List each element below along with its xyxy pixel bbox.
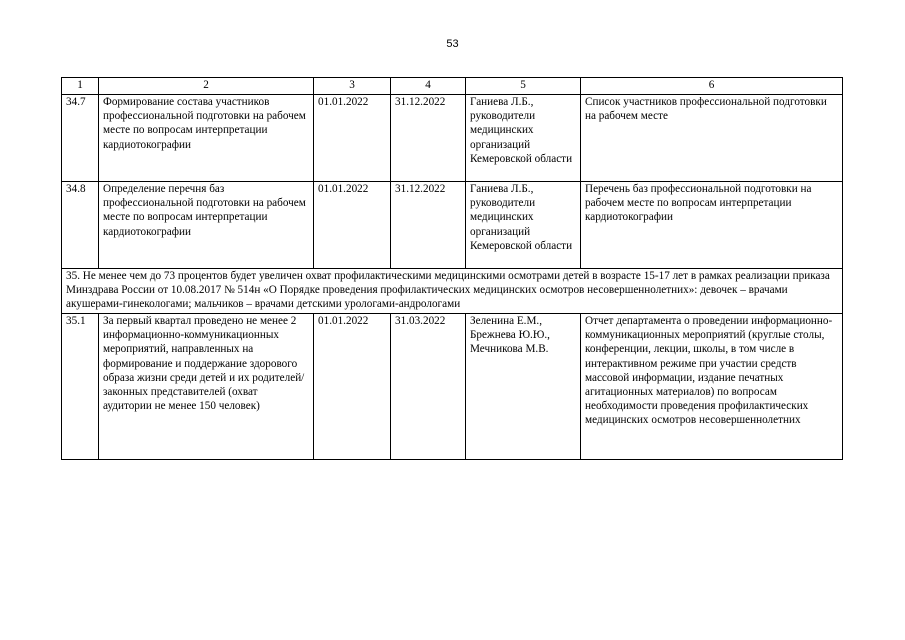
responsible-cell: Зеленина Е.М., Брежнева Ю.Ю., Мечникова М.В. (466, 314, 581, 460)
section-heading: 35. Не менее чем до 73 процентов будет увеличен охват профилактическими медицинскими осмотрами детей в возрасте 15-17 лет в рамках реализации приказа Минздрава России от 10.08.2017 № 514н «О Порядке проведения профилактических медицинских осмотров несовершеннолетних»: девочек – врачами акушерами-гинекологами; мальчиков – врачами детскими урологами-андрологами (62, 269, 843, 314)
column-header: 4 (391, 78, 466, 95)
start-date-cell: 01.01.2022 (314, 95, 391, 182)
column-header: 6 (581, 78, 843, 95)
responsible-cell: Ганиева Л.Б., руководители медицинских организаций Кемеровской области (466, 95, 581, 182)
column-header: 5 (466, 78, 581, 95)
start-date-cell: 01.01.2022 (314, 314, 391, 460)
page-number: 53 (446, 38, 459, 50)
table-row (62, 182, 843, 269)
task-cell: За первый квартал проведено не менее 2 информационно-коммуникационных мероприятий, направленных на формирование и поддержание здорового образа жизни среди детей и их родителей/законных представителей (охват аудитории не менее 150 человек) (99, 314, 314, 460)
responsible-cell: Ганиева Л.Б., руководители медицинских организаций Кемеровской области (466, 182, 581, 269)
row-number: 35.1 (62, 314, 99, 460)
end-date-cell: 31.03.2022 (391, 314, 466, 460)
column-header: 1 (62, 78, 99, 95)
table-row (62, 314, 843, 460)
start-date-cell: 01.01.2022 (314, 182, 391, 269)
row-number: 34.7 (62, 95, 99, 182)
table-header-row (62, 78, 843, 95)
row-number: 34.8 (62, 182, 99, 269)
plan-table (61, 77, 843, 460)
end-date-cell: 31.12.2022 (391, 182, 466, 269)
task-cell: Формирование состава участников профессиональной подготовки на рабочем месте по вопросам интерпретации кардиотокографии (99, 95, 314, 182)
result-cell: Перечень баз профессиональной подготовки на рабочем месте по вопросам интерпретации кардиотокографии (581, 182, 843, 269)
result-cell: Список участников профессиональной подготовки на рабочем месте (581, 95, 843, 182)
section-row (62, 269, 843, 314)
task-cell: Определение перечня баз профессиональной подготовки на рабочем месте по вопросам интерпретации кардиотокографии (99, 182, 314, 269)
column-header: 2 (99, 78, 314, 95)
end-date-cell: 31.12.2022 (391, 95, 466, 182)
table-row (62, 95, 843, 182)
column-header: 3 (314, 78, 391, 95)
result-cell: Отчет департамента о проведении информационно-коммуникационных мероприятий (круглые столы, конференции, лекции, школы, в том числе в интерактивном режиме при участии средств массовой информации, издание печатных агитационных материалов) по вопросам необходимости проведения профилактических медицинских осмотров несовершеннолетних (581, 314, 843, 460)
